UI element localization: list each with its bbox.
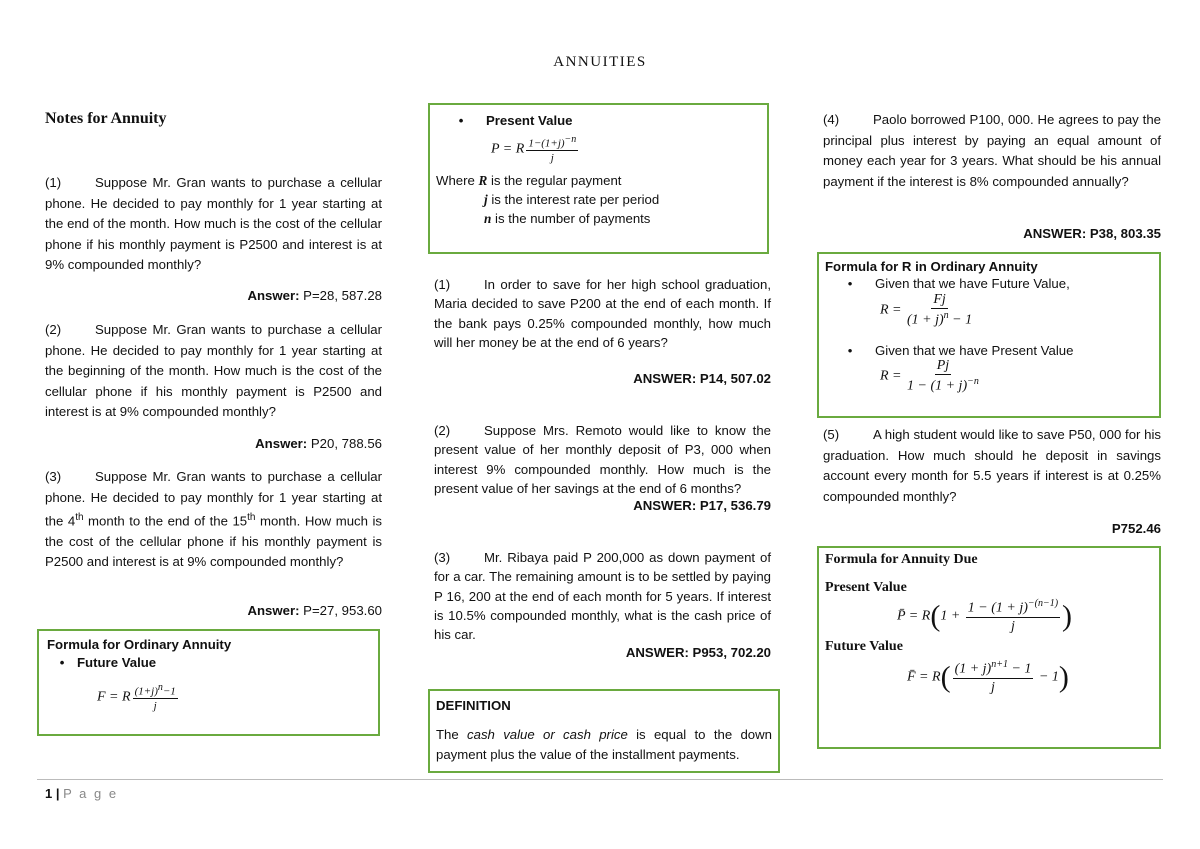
problem-text: month. How much is the cost of the cellular phone if his monthly payment is P2500 and interest is at 9% compounded monthly? xyxy=(45,513,382,570)
definition-box xyxy=(428,689,780,773)
middle-answer-3: ANSWER: P953, 702.20 xyxy=(625,645,771,660)
due-pv-label: Present Value xyxy=(825,580,907,595)
problem-number: (4) xyxy=(823,112,840,127)
left-problem-2 xyxy=(45,320,382,423)
box-item: • Future Value xyxy=(59,655,157,670)
r-ordinary-box xyxy=(817,252,1161,418)
problem-text: Paolo borrowed P100, 000. He agrees to pay the principal plus interest by paying an equal amount of money each year for 3 years. What should be his annual payment if the interest is 8% compounded annually? xyxy=(823,112,1161,189)
n-desc: is the number of payments xyxy=(491,210,651,226)
footer-divider xyxy=(37,779,1163,780)
answer-value: P=27, 953.60 xyxy=(303,603,382,618)
box-item: • Given that we have Present Value xyxy=(847,342,1074,358)
box-heading: Formula for Ordinary Annuity xyxy=(47,637,232,652)
box-item: • Given that we have Future Value, xyxy=(847,276,1070,291)
where-label: Where xyxy=(436,172,475,188)
footer-separator: | xyxy=(52,786,64,801)
page-footer xyxy=(45,786,118,801)
middle-problem-1 xyxy=(434,275,771,352)
problem-text: In order to save for her high school graduation, Maria decided to save P200 at the end of each month. If the bank pays 0.25% compounded monthly, how much will her money be at the end of 6 years? xyxy=(434,277,771,350)
problem-text: month to the end of the 15 xyxy=(83,513,248,529)
problem-number: (1) xyxy=(45,175,62,190)
problem-text: A high student would like to save P50, 000 for his graduation. How much should he deposit in savings account every month for 5.5 years if interest is at 0.25% compounded monthly? xyxy=(823,427,1161,504)
problem-text: Suppose Mr. Gran wants to purchase a cellular phone. He decided to pay monthly for 1 year starting at the beginning of the month. How much is the cost of the cellular phone if his monthly payment is P2500 and interest is at 9% compounded monthly? xyxy=(45,322,382,419)
left-problem-3 xyxy=(45,467,382,573)
middle-answer-2: ANSWER: P17, 536.79 xyxy=(633,498,771,513)
superscript: th xyxy=(75,512,84,523)
due-fv-formula: F̄ = R( $\frac{(1 + j)^{n+1} - 1}{j}$ − 1) xyxy=(907,658,1069,695)
box-item-label: Given that we have Present Value xyxy=(875,342,1074,358)
where-block: Where R is the regular payment j is the interest rate per period n is the number of payments xyxy=(436,172,660,226)
ordinary-annuity-box xyxy=(37,629,380,736)
left-answer-1 xyxy=(45,288,382,303)
problem-number: (3) xyxy=(434,550,451,565)
page-word: P a g e xyxy=(63,786,119,801)
right-answer-5: P752.46 xyxy=(1111,521,1161,536)
box-heading: Formula for Annuity Due xyxy=(825,552,978,567)
problem-text: Suppose Mr. Gran wants to purchase a cellular phone. He decided to pay monthly for 1 year starting at the end of the month. How much is the cost of the cellular phone if his monthly payment is P2500 and interest is at 9% compounded monthly? xyxy=(45,175,382,272)
problem-number: (3) xyxy=(45,469,62,484)
problem-text: Suppose Mrs. Remoto would like to know the present value of her monthly deposit of P3, 000 when interest 9% compounded monthly. How much is the present value of her savings at the end of 6 months? xyxy=(434,423,771,496)
right-problem-4 xyxy=(823,110,1161,192)
answer-value: P20, 788.56 xyxy=(310,436,382,451)
problem-number: (5) xyxy=(823,427,840,442)
definition-text xyxy=(436,725,772,765)
r-fv-formula: R = $\frac{Fj}{(1 + j)^n - 1}$ xyxy=(880,292,973,328)
due-fv-label: Future Value xyxy=(825,638,903,654)
future-value-formula: F = R $\frac{(1+j)^n-1}{j}$ xyxy=(97,682,176,713)
box-item-label: Present Value xyxy=(486,113,573,128)
due-pv-formula: P̄ = R(1 + $\frac{1 - (1 + j)^{-(n-1)}}{j}$ ) xyxy=(897,598,1073,634)
definition-term: cash value or cash price xyxy=(467,727,628,742)
definition-post: is equal to the down payment plus the value of the installment payments. xyxy=(436,727,772,762)
problem-number: (1) xyxy=(434,277,451,292)
answer-value: P=28, 587.28 xyxy=(303,288,382,303)
superscript: th xyxy=(247,512,256,523)
middle-problem-2 xyxy=(434,421,771,498)
problem-number: (2) xyxy=(434,423,451,438)
box-item: • Present Value xyxy=(458,113,573,128)
right-answer-4: ANSWER: P38, 803.35 xyxy=(1023,226,1161,241)
definition-pre: The xyxy=(436,727,468,742)
problem-text: Mr. Ribaya paid P 200,000 as down payment of for a car. The remaining amount is to be settled by paying P 16, 200 at the end of each month for 5 years. If interest is 10.5% compounded monthly, what is the cash price of his car. xyxy=(434,550,771,643)
j-desc: is the interest rate per period xyxy=(487,191,660,207)
left-answer-2 xyxy=(45,436,382,451)
answer-label: Answer: xyxy=(247,603,300,618)
box-item-label: Given that we have Future Value, xyxy=(875,276,1070,291)
problem-text: Suppose Mr. Gran wants to purchase a cellular phone. He decided to pay monthly for 1 year starting at the 4 xyxy=(45,469,382,529)
notes-heading: Notes for Annuity xyxy=(45,110,167,127)
r-pv-formula: R = $\frac{Pj}{1 - (1 + j)^{-n}}$ xyxy=(880,357,979,394)
page-number: 1 xyxy=(45,786,53,801)
right-problem-5 xyxy=(823,425,1161,507)
answer-label: Answer: xyxy=(255,436,308,451)
definition-heading: DEFINITION xyxy=(436,698,511,713)
annuity-due-box xyxy=(817,546,1161,749)
box-item-label: Future Value xyxy=(77,655,157,670)
present-value-box xyxy=(428,103,769,254)
r-desc: is the regular payment xyxy=(487,172,622,188)
problem-number: (2) xyxy=(45,322,62,337)
present-value-formula: P = R $\frac{1-(1+j)^{-n}}{j}$ xyxy=(491,134,577,165)
answer-label: Answer: xyxy=(247,288,300,303)
left-problem-1 xyxy=(45,173,382,276)
left-answer-3 xyxy=(45,603,382,618)
page-title: ANNUITIES xyxy=(553,54,647,70)
middle-problem-3 xyxy=(434,548,771,644)
box-heading: Formula for R in Ordinary Annuity xyxy=(825,259,1038,274)
middle-answer-1: ANSWER: P14, 507.02 xyxy=(633,371,771,386)
